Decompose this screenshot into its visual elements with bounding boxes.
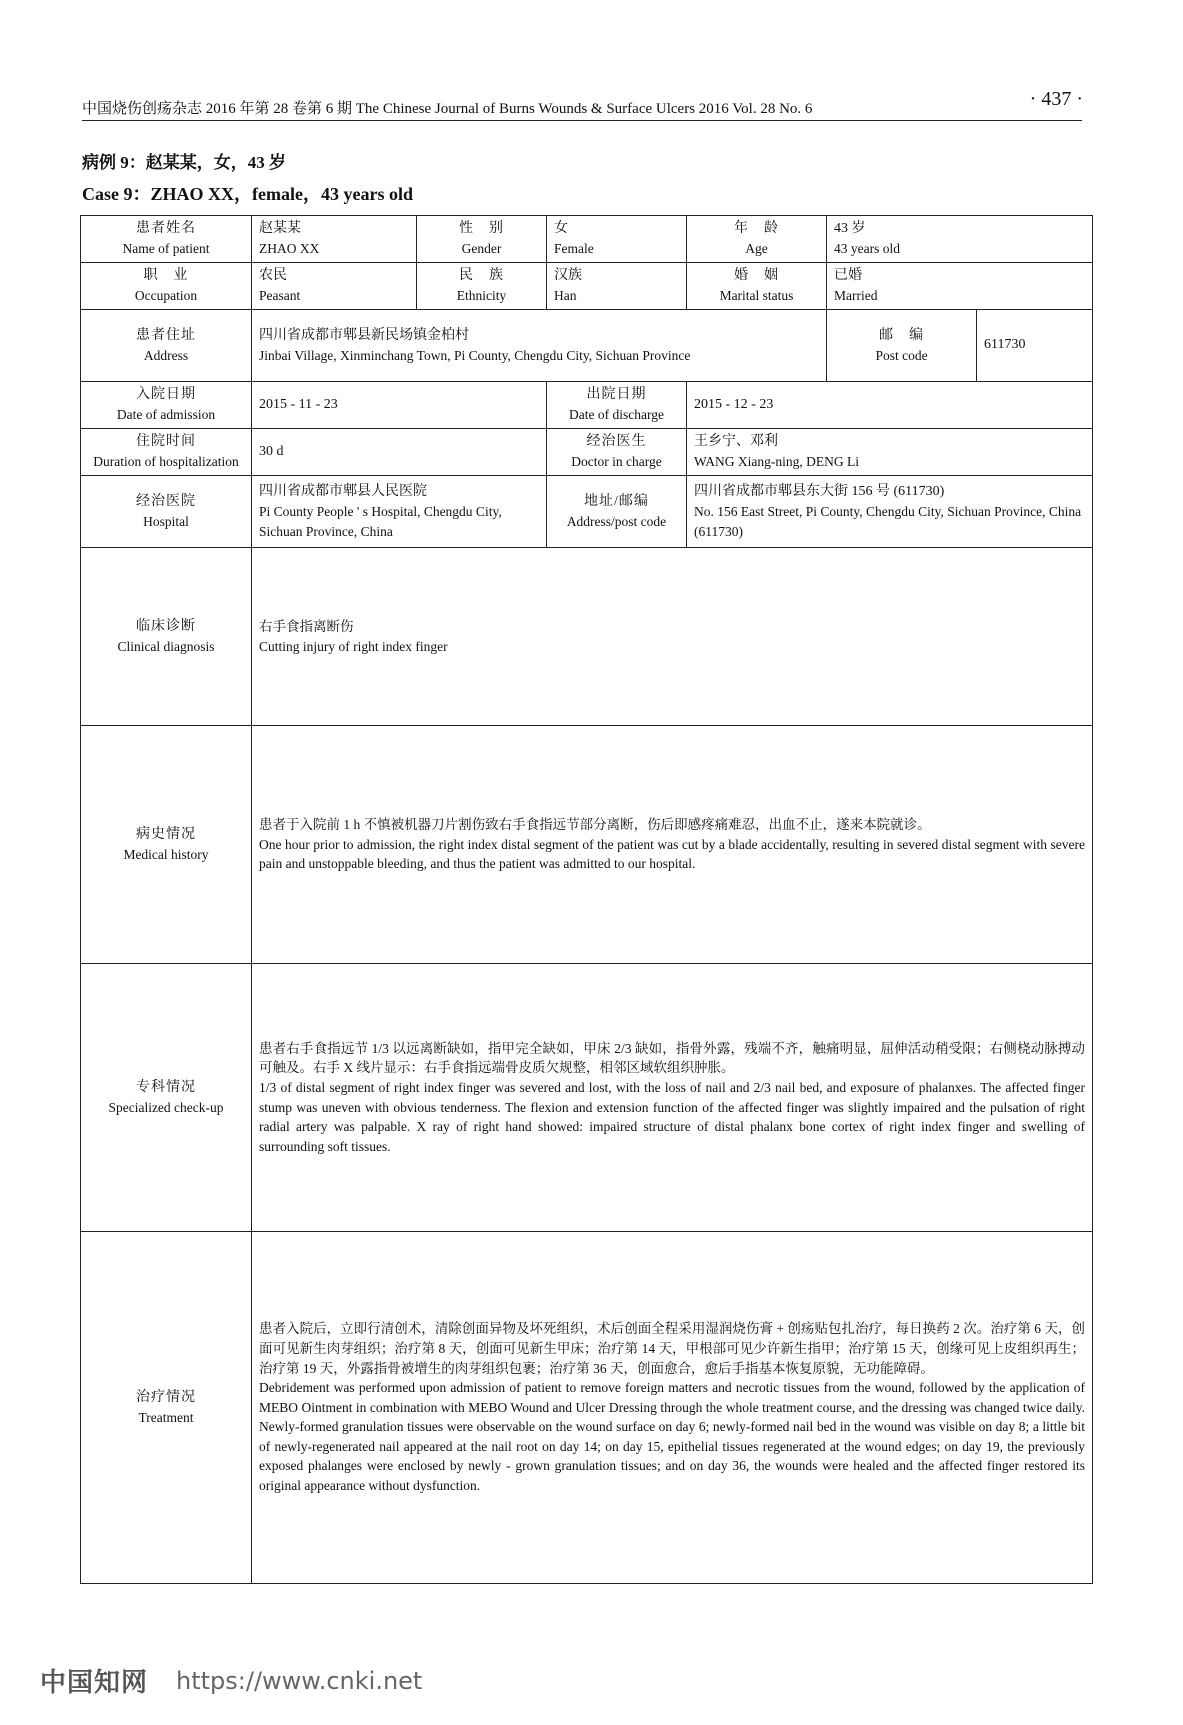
value-address: 四川省成都市郫县新民场镇金柏村 Jinbai Village, Xinminchang Town, Pi County, Chengdu City, Sichuan Province <box>252 310 827 382</box>
row-hospital <box>81 476 1093 548</box>
label-marital: 婚 姻 Marital status <box>687 263 827 310</box>
cnki-url[interactable]: https://www.cnki.net <box>176 1666 423 1695</box>
footer-watermark <box>40 1662 422 1699</box>
value-discharge: 2015 - 12 - 23 <box>687 382 1093 429</box>
label-occupation: 职 业 Occupation <box>81 263 252 310</box>
value-age: 43 岁 43 years old <box>827 216 1093 263</box>
label-ethnicity: 民 族 Ethnicity <box>417 263 547 310</box>
case-title-english: Case 9：ZHAO XX，female，43 years old <box>82 184 413 204</box>
label-name: 患者姓名 Name of patient <box>81 216 252 263</box>
row-address <box>81 310 1093 382</box>
label-hospital-address: 地址/邮编 Address/post code <box>547 476 687 548</box>
label-checkup: 专科情况 Specialized check-up <box>81 964 252 1232</box>
label-duration: 住院时间 Duration of hospitalization <box>81 429 252 476</box>
value-treatment: 患者入院后，立即行清创术，清除创面异物及坏死组织，术后创面全程采用湿润烧伤膏 + 创疡贴包扎治疗，每日换药 2 次。治疗第 6 天，创面可见新生肉芽组织；治疗第 8 天，创面可见新生甲床；治疗第 14 天，甲根部可见少许新生指甲；治疗第 15 天，创缘可见上皮组织再生；治疗第 19 天，外露指骨被增生的肉芽组织包裹；治疗第 36 天，创面愈合，愈后手指基本恢复原貌，无功能障碍。 Debridement was performed upon admission of patient to remove foreign matters and necrotic tissues from the wound, followed by the application of MEBO Ointment in combination with MEBO Wound and Ulcer Dressing through the whole treatment course, and the dressing was changed twice daily. Newly-formed granulation tissues were observable on the wound surface on day 6; newly-formed nail bed in the wound was visible on day 8; a little bit of newly-regenerated nail appeared at the nail root on day 14; on day 15, epithelial tissues regenerated at the wound edges; on day 19, the previously exposed phalanges were enclosed by newly - grown granulation tissues; and on day 36, the wounds were healed and the affected finger restored its original appearance without dysfunction. <box>252 1232 1093 1584</box>
value-diagnosis: 右手食指离断伤 Cutting injury of right index finger <box>252 548 1093 726</box>
value-name: 赵某某 ZHAO XX <box>252 216 417 263</box>
page-number: · 437 · <box>1029 88 1083 110</box>
label-history: 病史情况 Medical history <box>81 726 252 964</box>
row-checkup <box>81 964 1093 1232</box>
row-occupation <box>81 263 1093 310</box>
case-title-chinese: 病例 9：赵某某，女，43 岁 <box>82 153 286 172</box>
value-history: 患者于入院前 1 h 不慎被机器刀片割伤致右手食指远节部分离断，伤后即感疼痛难忍，出血不止，遂来本院就诊。 One hour prior to admission, the right index distal segment of the patient was cut by a blade accidentally, resulting in severed distal segment with severe pain and unstoppable bleeding, and thus the patient was admitted to our hospital. <box>252 726 1093 964</box>
label-address: 患者住址 Address <box>81 310 252 382</box>
case-info-table <box>80 215 1093 1584</box>
value-postcode: 611730 <box>977 310 1093 382</box>
value-occupation: 农民 Peasant <box>252 263 417 310</box>
label-diagnosis: 临床诊断 Clinical diagnosis <box>81 548 252 726</box>
journal-header <box>82 92 1112 122</box>
row-treatment <box>81 1232 1093 1584</box>
value-hospital-address: 四川省成都市郫县东大街 156 号 (611730) No. 156 East Street, Pi County, Chengdu City, Sichuan Province, China (611730) <box>687 476 1093 548</box>
value-gender: 女 Female <box>547 216 687 263</box>
row-dates <box>81 382 1093 429</box>
value-marital: 已婚 Married <box>827 263 1093 310</box>
label-hospital: 经治医院 Hospital <box>81 476 252 548</box>
cnki-logo: 中国知网 <box>40 1668 149 1698</box>
label-treatment: 治疗情况 Treatment <box>81 1232 252 1584</box>
row-diagnosis <box>81 548 1093 726</box>
label-admission: 入院日期 Date of admission <box>81 382 252 429</box>
row-name <box>81 216 1093 263</box>
value-duration: 30 d <box>252 429 547 476</box>
value-checkup: 患者右手食指远节 1/3 以远离断缺如，指甲完全缺如，甲床 2/3 缺如，指骨外露，残端不齐，触痛明显，屈伸活动稍受限；右侧桡动脉搏动可触及。右手 X 线片显示：右手食指远端骨皮质欠规整，相邻区域软组织肿胀。 1/3 of distal segment of right index finger was severed and lost, with the loss of nail and 2/3 nail bed, and exposure of phalanxes. The affected finger stump was uneven with obvious tenderness. The flexion and extension function of the affected finger was slightly impaired and the pulsation of right radial artery was palpable. X ray of right hand showed: impaired structure of distal phalanx bone cortex of right index finger and swelling of surrounding soft tissues. <box>252 964 1093 1232</box>
value-ethnicity: 汉族 Han <box>547 263 687 310</box>
value-doctor: 王乡宁、邓利 WANG Xiang-ning, DENG Li <box>687 429 1093 476</box>
header-divider <box>82 120 1082 121</box>
value-hospital: 四川省成都市郫县人民医院 Pi County People ' s Hospital, Chengdu City, Sichuan Province, China <box>252 476 547 548</box>
label-discharge: 出院日期 Date of discharge <box>547 382 687 429</box>
label-postcode: 邮 编 Post code <box>827 310 977 382</box>
label-age: 年 龄 Age <box>687 216 827 263</box>
journal-name: 中国烧伤创疡杂志 2016 年第 28 卷第 6 期 The Chinese Journal of Burns Wounds & Surface Ulcers 2016 Vol. 28 No. 6 <box>82 100 813 117</box>
label-doctor: 经治医生 Doctor in charge <box>547 429 687 476</box>
value-admission: 2015 - 11 - 23 <box>252 382 547 429</box>
row-history <box>81 726 1093 964</box>
row-duration <box>81 429 1093 476</box>
label-gender: 性 别 Gender <box>417 216 547 263</box>
